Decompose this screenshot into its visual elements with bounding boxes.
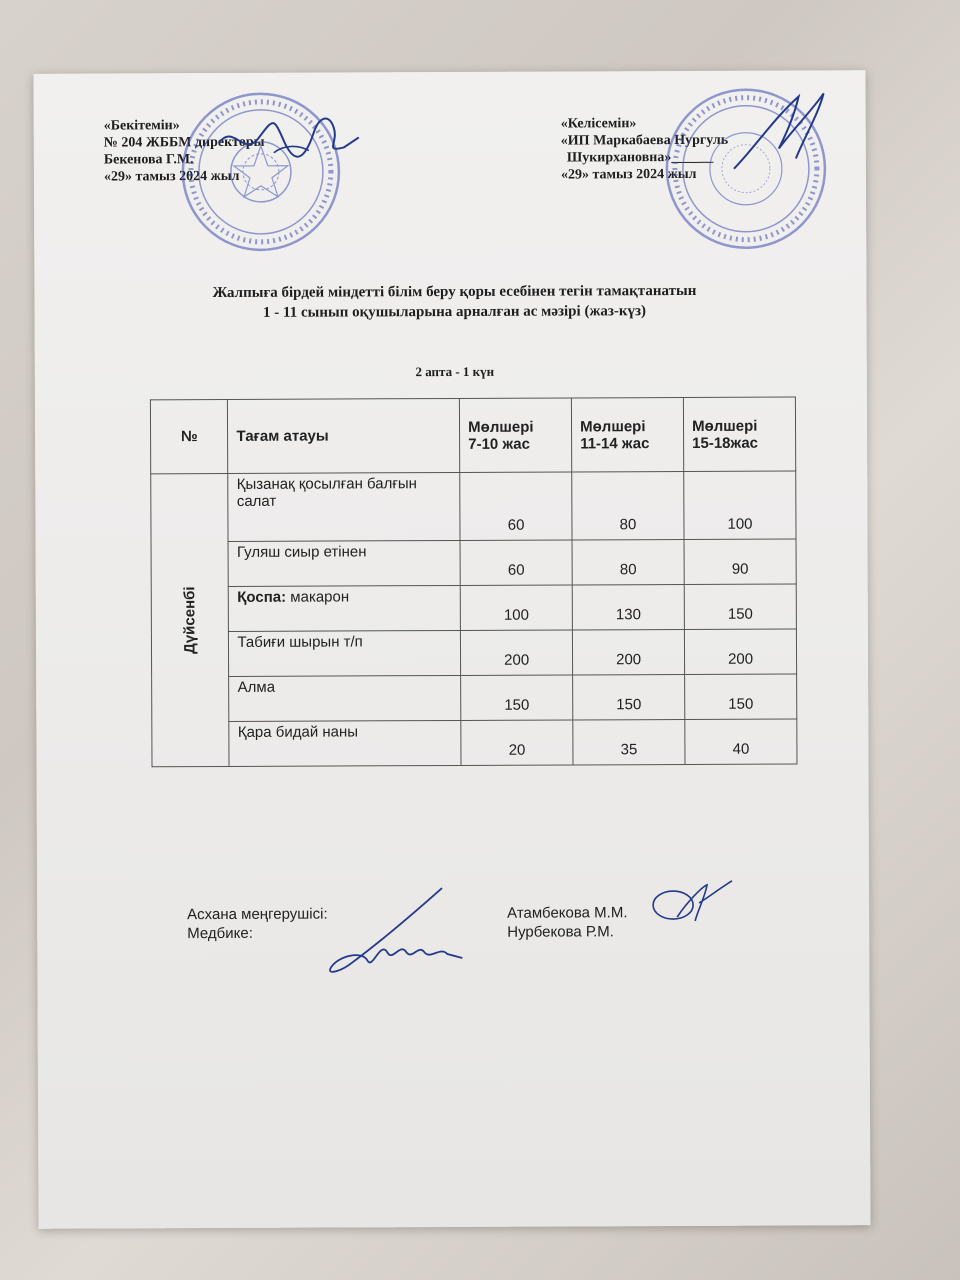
table-row — [152, 674, 797, 722]
approval-left-line-4: «29» тамыз 2024 жыл — [103, 168, 240, 185]
portion-15-18: 150 — [684, 584, 796, 629]
portion-11-14: 80 — [572, 471, 684, 539]
portion-15-18: 150 — [685, 674, 797, 719]
portion-7-10: 60 — [460, 472, 572, 540]
portion-11-14: 130 — [572, 584, 684, 629]
approval-left-line-3: Бекенова Г.М. — [103, 152, 194, 168]
week-day-label: 2 апта - 1 күн — [415, 363, 495, 380]
role-kitchen-head: Асхана меңгерушісі: — [187, 905, 328, 924]
title-line-1: Жалпыға бірдей міндетті білім беру қоры есебінен тегін тамақтанатын — [212, 282, 697, 302]
role-nurse: Медбике: — [187, 924, 253, 943]
portion-11-14: 200 — [572, 629, 684, 674]
dish-prefix: Қоспа: — [237, 588, 287, 606]
nurse-signature — [322, 880, 502, 981]
name-kitchen-head: Атамбекова М.М. — [507, 904, 628, 922]
document-title — [94, 280, 814, 323]
dish-text: макарон — [286, 588, 350, 606]
portion-7-10: 60 — [460, 540, 572, 585]
document-page — [33, 70, 870, 1229]
portion-7-10: 100 — [460, 585, 572, 630]
header-portion-11-14 — [571, 397, 683, 471]
header-number: № — [150, 399, 228, 473]
table-row — [151, 471, 796, 542]
portion-7-10: 150 — [461, 675, 573, 720]
footer-names — [507, 903, 628, 942]
dish-text: Қызанақ қосылған балғын салат — [236, 475, 417, 510]
header-portion-11-14-line-1: Мөлшері — [580, 417, 646, 435]
portion-15-18: 90 — [684, 539, 796, 584]
portion-7-10: 200 — [461, 630, 573, 675]
dish-name — [229, 630, 461, 676]
title-line-2: 1 - 11 сынып оқушыларына арналған ас мәзірі (жаз-күз) — [263, 303, 647, 321]
dish-name — [228, 472, 460, 541]
menu-table — [150, 396, 798, 767]
dish-name — [228, 540, 460, 586]
table-row — [152, 719, 797, 767]
director-signature — [214, 102, 364, 173]
table-row — [151, 539, 796, 587]
supplier-signature — [724, 88, 834, 178]
table-row — [151, 629, 796, 677]
name-nurse: Нурбекова Р.М. — [507, 923, 614, 941]
dish-name — [229, 585, 461, 631]
header-portion-11-14-line-2: 11-14 жас — [580, 434, 650, 452]
portion-15-18: 40 — [685, 719, 797, 764]
portion-15-18: 200 — [684, 629, 796, 674]
kitchen-head-signature — [647, 877, 737, 927]
dish-text: Гуляш сиыр етінен — [236, 543, 367, 561]
day-cell — [151, 473, 230, 766]
approval-left-line-2: № 204 ЖББМ директоры — [103, 134, 265, 151]
approval-right-line-2: «ИП Маркабаева Нургуль — [560, 132, 729, 149]
day-label: Дүйсенбі — [181, 586, 199, 654]
header-dish-name: Тағам атауы — [228, 398, 460, 473]
header-portion-7-10-line-2: 7-10 жас — [468, 435, 530, 453]
dish-name — [229, 675, 461, 721]
approval-right-line-3: Шукирхановна»______ — [566, 149, 714, 166]
dish-name — [229, 720, 461, 766]
header-portion-7-10-line-1: Мөлшері — [468, 418, 534, 436]
header-portion-15-18 — [683, 397, 795, 471]
dish-text: Қара бидай наны — [237, 723, 359, 741]
portion-11-14: 150 — [573, 674, 685, 719]
footer-roles — [187, 905, 328, 944]
header-portion-15-18-line-1: Мөлшері — [692, 417, 758, 435]
header-portion-7-10 — [460, 398, 572, 472]
approval-right-line-1: «Келісемін» — [560, 116, 637, 132]
portion-7-10: 20 — [461, 720, 573, 765]
portion-11-14: 35 — [573, 719, 685, 764]
portion-11-14: 80 — [572, 539, 684, 584]
table-header-row — [150, 397, 795, 474]
approval-right-line-4: «29» тамыз 2024 жыл — [560, 166, 697, 183]
table-row — [151, 584, 796, 632]
header-portion-15-18-line-2: 15-18жас — [692, 434, 759, 452]
portion-15-18: 100 — [684, 471, 796, 539]
dish-text: Табиғи шырын т/п — [237, 633, 363, 651]
approval-left-line-1: «Бекітемін» — [103, 118, 180, 134]
dish-text: Алма — [237, 678, 276, 696]
